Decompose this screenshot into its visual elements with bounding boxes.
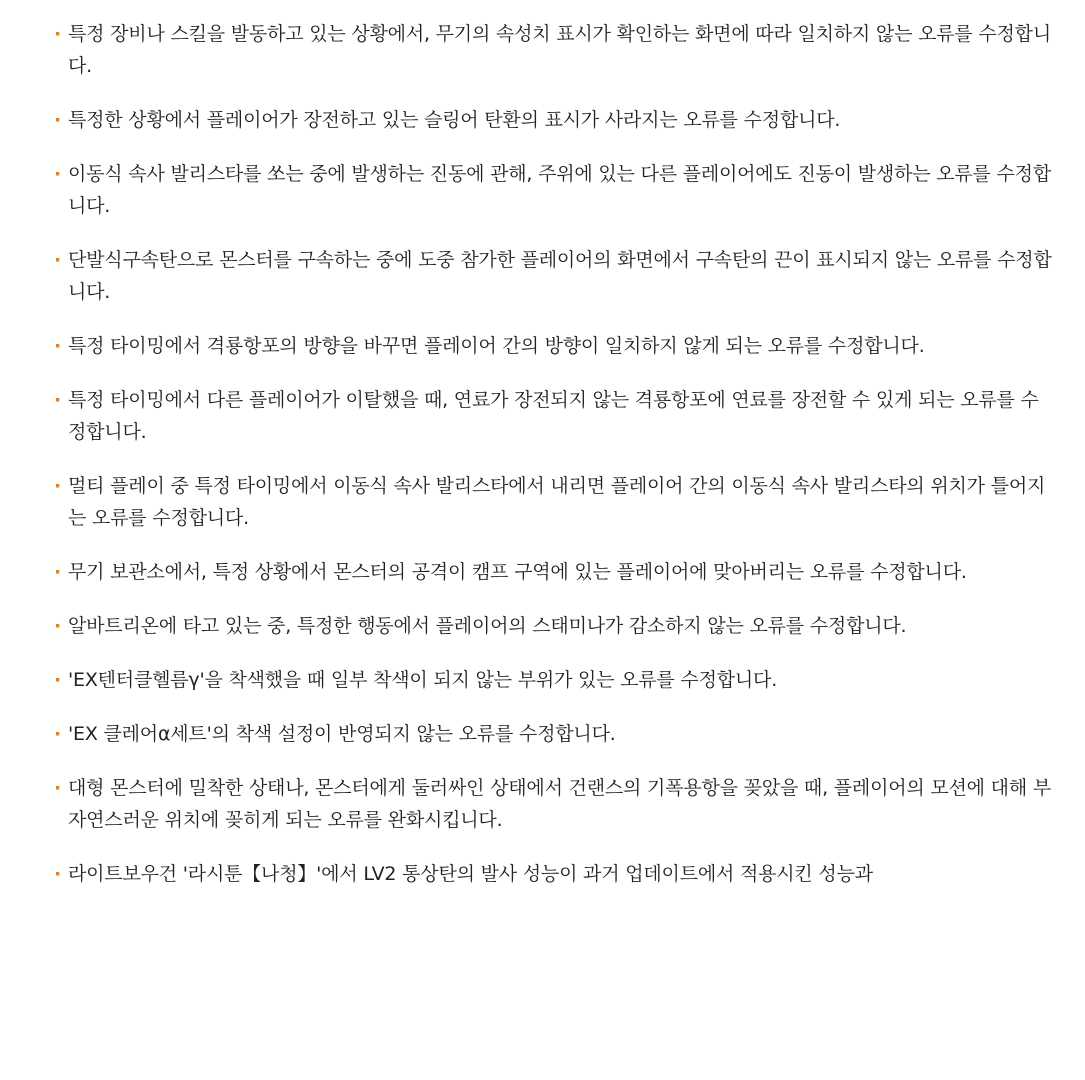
- list-item: [54, 858, 1054, 890]
- note-text: 특정 장비나 스킬을 발동하고 있는 상황에서, 무기의 속성치 표시가 확인하는 화면에 따라 일치하지 않는 오류를 수정합니다.: [68, 23, 1051, 77]
- list-item: [54, 556, 1054, 588]
- note-text: 알바트리온에 타고 있는 중, 특정한 행동에서 플레이어의 스태미나가 감소하지 않는 오류를 수정합니다.: [68, 615, 907, 637]
- list-item: [54, 158, 1054, 222]
- note-text: 'EX 클레어α세트'의 착색 설정이 반영되지 않는 오류를 수정합니다.: [68, 723, 616, 745]
- bullet-icon: ·: [54, 475, 62, 497]
- bullet-icon: ·: [54, 669, 62, 691]
- note-text: 'EX텐터클헬름γ'을 착색했을 때 일부 착색이 되지 않는 부위가 있는 오류를 수정합니다.: [68, 669, 778, 691]
- list-item: [54, 104, 1054, 136]
- bullet-icon: ·: [54, 23, 62, 45]
- list-item: [54, 772, 1054, 836]
- list-item: [54, 330, 1054, 362]
- note-text: 이동식 속사 발리스타를 쏘는 중에 발생하는 진동에 관해, 주위에 있는 다른 플레이어에도 진동이 발생하는 오류를 수정합니다.: [68, 163, 1051, 217]
- note-text: 멀티 플레이 중 특정 타이밍에서 이동식 속사 발리스타에서 내리면 플레이어 간의 이동식 속사 발리스타의 위치가 틀어지는 오류를 수정합니다.: [68, 475, 1046, 529]
- note-text: 단발식구속탄으로 몬스터를 구속하는 중에 도중 참가한 플레이어의 화면에서 구속탄의 끈이 표시되지 않는 오류를 수정합니다.: [68, 249, 1052, 303]
- bullet-icon: ·: [54, 249, 62, 271]
- note-text: 무기 보관소에서, 특정 상황에서 몬스터의 공격이 캠프 구역에 있는 플레이어에 맞아버리는 오류를 수정합니다.: [68, 561, 967, 583]
- note-text: 라이트보우건 '라시툰【나청】'에서 LV2 통상탄의 발사 성능이 과거 업데이트에서 적용시킨 성능과: [68, 863, 873, 885]
- bullet-icon: ·: [54, 163, 62, 185]
- note-text: 대형 몬스터에 밀착한 상태나, 몬스터에게 둘러싸인 상태에서 건랜스의 기폭용항을 꽂았을 때, 플레이어의 모션에 대해 부자연스러운 위치에 꽂히게 되는 오류를 완화시킵니다.: [68, 777, 1051, 831]
- list-item: [54, 470, 1054, 534]
- list-item: [54, 384, 1054, 448]
- list-item: [54, 664, 1054, 696]
- bullet-icon: ·: [54, 109, 62, 131]
- bullet-icon: ·: [54, 561, 62, 583]
- list-item: [54, 718, 1054, 750]
- list-item: [54, 18, 1054, 82]
- list-item: [54, 610, 1054, 642]
- note-text: 특정 타이밍에서 다른 플레이어가 이탈했을 때, 연료가 장전되지 않는 격룡항포에 연료를 장전할 수 있게 되는 오류를 수정합니다.: [68, 389, 1039, 443]
- bullet-icon: ·: [54, 723, 62, 745]
- bullet-icon: ·: [54, 863, 62, 885]
- bullet-icon: ·: [54, 389, 62, 411]
- bullet-icon: ·: [54, 335, 62, 357]
- bullet-icon: ·: [54, 615, 62, 637]
- bullet-icon: ·: [54, 777, 62, 799]
- note-text: 특정 타이밍에서 격룡항포의 방향을 바꾸면 플레이어 간의 방향이 일치하지 않게 되는 오류를 수정합니다.: [68, 335, 925, 357]
- patch-notes-list: [54, 18, 1054, 912]
- list-item: [54, 244, 1054, 308]
- note-text: 특정한 상황에서 플레이어가 장전하고 있는 슬링어 탄환의 표시가 사라지는 오류를 수정합니다.: [68, 109, 841, 131]
